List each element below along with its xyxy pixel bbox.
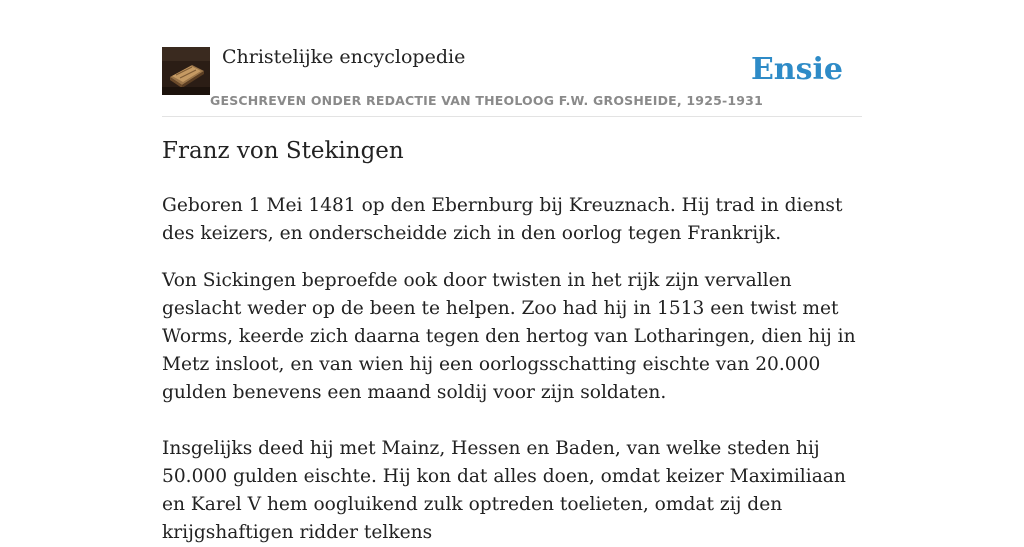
brand-logo-link[interactable]: Ensie (750, 52, 843, 87)
source-header (162, 40, 862, 117)
article-paragraph: Von Sickingen beproefde ook door twisten in het rijk zijn vervallen geslacht weder op de been te helpen. Zoo had hij in 1513 een twist met Worms, keerde zich daarna tegen den hertog van Lotharingen, dien hij in Metz insloot, en van wien hij een oorlogsschatting eischte van 20.000 gulden benevens een maand soldij voor zijn soldaten. (162, 270, 856, 403)
article-paragraph: Geboren 1 Mei 1481 op den Ebernburg bij Kreuznach. Hij trad in dienst des keizers, en onderscheidde zich in den oorlog tegen Frankrijk. (162, 195, 843, 244)
book-thumbnail-icon (162, 47, 210, 95)
article-title: Franz von Stekingen (162, 138, 404, 164)
source-title[interactable]: Christelijke encyclopedie (222, 46, 466, 68)
source-subtitle: GESCHREVEN ONDER REDACTIE VAN THEOLOOG F.W. GROSHEIDE, 1925-1931 (210, 93, 763, 108)
source-avatar[interactable] (162, 47, 210, 95)
article-paragraph: Insgelijks deed hij met Mainz, Hessen en Baden, van welke steden hij 50.000 gulden eischte. Hij kon dat alles doen, omdat keizer Maximiliaan en Karel V hem oogluikend zulk optreden toelieten, omdat zij den krijgshaftigen ridder telkens (162, 438, 846, 543)
